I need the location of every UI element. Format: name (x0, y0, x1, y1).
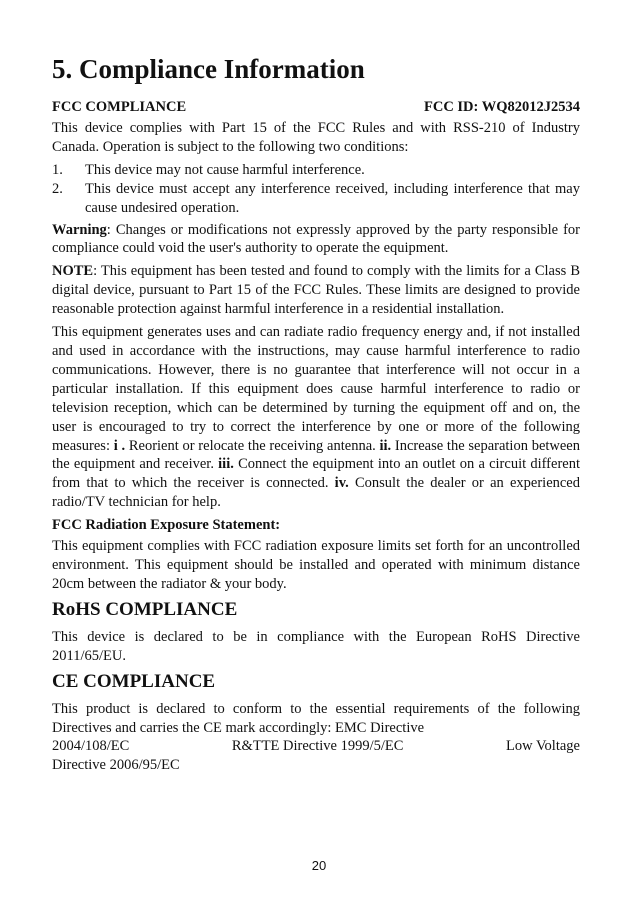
lv-directive-tail: Directive 2006/95/EC (52, 757, 180, 774)
conditions-list (52, 161, 580, 218)
ce-heading: CE COMPLIANCE (52, 670, 216, 692)
list-number: 1. (52, 161, 63, 178)
rtte-directive: R&TTE Directive 1999/5/EC (231, 738, 404, 755)
measure-number: i . (113, 437, 126, 454)
note-text: : This equipment has been tested and found to comply with the limits for a Class B digital device, pursuant to Part 15 of the FCC Rules. These limits are designed to provide reasonable protection against harmful interference in a residential installation. (52, 263, 580, 318)
lv-directive: Low Voltage (506, 738, 580, 755)
note-paragraph (52, 262, 580, 319)
list-item (52, 180, 580, 218)
page-title: 5. Compliance Information (52, 54, 365, 84)
measure-number: ii. (379, 437, 392, 454)
rohs-heading: RoHS COMPLIANCE (52, 598, 238, 620)
fcc-header (52, 97, 580, 117)
rohs-text: This device is declared to be in compliance with the European RoHS Directive 2011/65/EU. (52, 628, 580, 664)
measure-number: iv. (334, 475, 349, 492)
emc-directive: 2004/108/EC (52, 738, 130, 755)
measures-paragraph (52, 323, 580, 512)
measure-text: Reorient or relocate the receiving antenna. (125, 437, 380, 454)
note-label: NOTE (52, 263, 94, 280)
measure-number: iii. (218, 456, 234, 473)
ce-directives-line (52, 737, 580, 756)
radiation-heading: FCC Radiation Exposure Statement: (52, 517, 281, 534)
fcc-intro: This device complies with Part 15 of the FCC Rules and with RSS-210 of Industry Canada. Operation is subject to the following two conditions: (52, 120, 580, 155)
measures-intro: This equipment generates uses and can radiate radio frequency energy and, if not installed and used in accordance with the instructions, may cause harmful interference to radio communications. However, there is no guarantee that interference will not occur in a particular installation. If this equipment does cause harmful interference to radio or television reception, which can be determined by turning the equipment off and on, the user is encouraged to try to correct the interference by one or more of the following measures: (52, 324, 580, 454)
warning-label: Warning (52, 221, 107, 238)
list-number: 2. (52, 180, 63, 197)
measure-text: Consult the dealer or an experienced radio/TV technician for help. (52, 475, 580, 511)
list-text: This device may not cause harmful interference. (85, 161, 365, 178)
list-item (52, 161, 580, 180)
page-number: 20 (311, 858, 327, 873)
warning-text: : Changes or modifications not expressly approved by the party responsible for compliance could void the user's authority to operate the equipment. (52, 221, 580, 257)
fcc-heading: FCC COMPLIANCE (52, 99, 187, 115)
radiation-text: This equipment complies with FCC radiation exposure limits set forth for an uncontrolled environment. This equipment should be installed and operated with minimum distance 20cm between the radiator & your body. (52, 538, 580, 592)
ce-text: This product is declared to conform to the essential requirements of the following Directives and carries the CE mark accordingly: EMC Directive (52, 700, 580, 736)
warning-paragraph (52, 221, 580, 259)
fcc-id: FCC ID: WQ82012J2534 (423, 99, 580, 115)
measure-text: Connect the equipment into an outlet on a circuit different from that to which the receiver is connected. (52, 456, 580, 492)
measure-text: Increase the separation between the equipment and receiver. (52, 437, 580, 473)
list-text: This device must accept any interference received, including interference that may cause undesired operation. (85, 180, 580, 216)
